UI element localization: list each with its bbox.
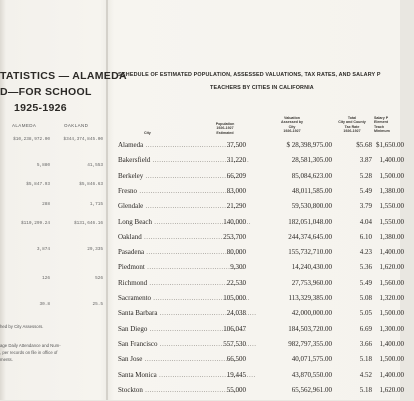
valuation-cell: 182,051,048.00 bbox=[288, 217, 332, 226]
salary-cell: 1,400.00 bbox=[379, 370, 404, 379]
valuation-cell: 85,084,623.00 bbox=[291, 171, 332, 180]
header-salary-line-2: Element bbox=[374, 120, 388, 125]
left-oakland-value: 29,335 bbox=[87, 247, 103, 252]
left-alameda-value: $5,847.93 bbox=[26, 182, 50, 187]
left-alameda-value: 3,874 bbox=[36, 247, 50, 252]
header-salary-line-4: Minimum bbox=[374, 129, 390, 134]
city-cell: Sacramento ..... bbox=[118, 293, 196, 303]
tax-rate-cell: 5.28 bbox=[359, 171, 372, 180]
valuation-cell: 40,071,575.00 bbox=[291, 355, 332, 364]
table-row bbox=[0, 232, 404, 248]
left-note-2: age Daily Attendance and Num- bbox=[0, 343, 61, 348]
header-tax-line-1: Total bbox=[347, 116, 357, 120]
header-valuation-line-3: City bbox=[288, 124, 296, 129]
header-salary-line-3: Teach bbox=[374, 124, 385, 129]
table-row bbox=[0, 186, 404, 202]
left-oakland-value: $131,646.16 bbox=[74, 221, 103, 226]
population-cell: 80,000 bbox=[226, 248, 246, 257]
salary-cell: 1,380.00 bbox=[379, 186, 404, 195]
header-population-line-2: 1926-1927 bbox=[216, 126, 234, 131]
tax-rate-cell: 5.49 bbox=[359, 186, 372, 195]
table-row bbox=[0, 140, 404, 156]
salary-cell: 1,400.00 bbox=[379, 339, 404, 348]
population-cell: 31,220 bbox=[226, 156, 246, 165]
header-population bbox=[200, 122, 250, 135]
population-cell: 66,209 bbox=[226, 171, 246, 180]
valuation-cell: 48,011,585.00 bbox=[292, 186, 332, 195]
population-cell: 37,500 bbox=[226, 141, 246, 149]
header-tax-line-4: 1926-1927 bbox=[343, 129, 361, 134]
header-valuation-line-4: 1926-1927 bbox=[283, 129, 301, 134]
population-cell: 66,500 bbox=[226, 355, 246, 364]
tax-rate-cell: 5.18 bbox=[359, 355, 372, 364]
population-cell: 22,530 bbox=[226, 278, 246, 287]
population-cell: 557,530 bbox=[223, 339, 246, 348]
left-oakland-value: 25.5 bbox=[92, 302, 103, 307]
tax-rate-cell: 4.04 bbox=[359, 217, 372, 226]
tax-rate-cell: 5.05 bbox=[359, 309, 372, 318]
header-tax-rate bbox=[330, 116, 374, 134]
tax-rate-cell: 5.36 bbox=[359, 263, 372, 272]
population-cell: 21,290 bbox=[226, 202, 246, 211]
city-cell: Bakersfield ..... bbox=[118, 155, 196, 165]
city-cell: Alameda ..... bbox=[118, 140, 196, 150]
city-cell: Piedmont ..... bbox=[118, 262, 196, 272]
header-tax-line-2: City and County bbox=[338, 120, 366, 125]
header-salary bbox=[374, 116, 414, 134]
table-row bbox=[0, 370, 404, 386]
left-oakland-value: 41,553 bbox=[87, 163, 103, 168]
table-row bbox=[0, 339, 404, 355]
valuation-cell: 59,530,800.00 bbox=[291, 202, 332, 211]
tax-rate-cell: 3.79 bbox=[359, 202, 372, 211]
table-row bbox=[0, 293, 404, 309]
valuation-cell: $ 28,398,975.00 bbox=[286, 141, 332, 149]
city-cell: Fresno ..... bbox=[118, 186, 196, 196]
salary-cell: 1,400.00 bbox=[379, 248, 404, 257]
salary-cell: 1,500.00 bbox=[379, 309, 404, 318]
table-row bbox=[0, 201, 404, 217]
valuation-cell: 155,732,710.00 bbox=[288, 248, 332, 257]
city-cell: San Jose ..... bbox=[118, 354, 196, 364]
salary-cell: 1,500.00 bbox=[379, 355, 404, 364]
table-row bbox=[0, 385, 404, 401]
header-population-line-1: Population bbox=[215, 122, 235, 126]
population-cell: 83,000 bbox=[226, 186, 246, 195]
city-cell: Santa Monica ..... bbox=[118, 370, 196, 380]
salary-cell: 1,380.00 bbox=[379, 232, 404, 241]
left-alameda-value: 288 bbox=[42, 202, 50, 207]
valuation-cell: 244,374,645.00 bbox=[288, 232, 332, 241]
header-population-line-3: Estimated bbox=[216, 130, 234, 135]
left-alameda-value: $10,238,972.00 bbox=[13, 137, 50, 142]
table-row bbox=[0, 171, 404, 187]
city-cell: Stockton ..... bbox=[118, 385, 196, 395]
table-row bbox=[0, 278, 404, 294]
salary-cell: 1,550.00 bbox=[379, 217, 404, 226]
left-alameda-value: 30.8 bbox=[39, 302, 50, 307]
left-oakland-value: 1,715 bbox=[89, 202, 103, 207]
salary-cell: 1,620.00 bbox=[379, 263, 404, 272]
table-row bbox=[0, 324, 404, 340]
salary-cell: 1,550.00 bbox=[379, 202, 404, 211]
left-note-3: , per records on file in office of bbox=[0, 350, 58, 355]
left-oakland-value: 526 bbox=[95, 276, 103, 281]
salary-cell: 1,400.00 bbox=[379, 156, 404, 165]
population-cell: 24,038 bbox=[226, 309, 246, 318]
tax-rate-cell: 3.66 bbox=[359, 339, 372, 348]
city-cell: Long Beach ..... bbox=[118, 217, 196, 227]
population-cell: 55,000 bbox=[226, 385, 246, 394]
salary-cell: 1,320.00 bbox=[379, 294, 404, 302]
city-cell: Oakland ..... bbox=[118, 232, 196, 242]
left-title-line-3: 1925-1926 bbox=[14, 102, 67, 114]
salary-cell: 1,560.00 bbox=[379, 278, 404, 287]
city-cell: Glendale ..... bbox=[118, 201, 196, 211]
tax-rate-cell: 5.18 bbox=[359, 385, 372, 394]
left-alameda-value: $110,299.24 bbox=[21, 221, 50, 226]
city-cell: Pasadena ..... bbox=[118, 247, 196, 257]
table-row bbox=[0, 262, 404, 278]
header-valuation-line-2: Assessed by bbox=[281, 120, 303, 125]
valuation-cell: 14,240,430.00 bbox=[291, 263, 332, 272]
population-cell: 140,000 bbox=[223, 217, 246, 226]
salary-cell: $1,650.00 bbox=[376, 141, 404, 149]
table-row bbox=[0, 247, 404, 263]
schedule-title: SCHEDULE OF ESTIMATED POPULATION, ASSESSED VALUATIONS, TAX RATES, AND SALARY P bbox=[118, 72, 381, 78]
left-oakland-value: $344,374,845.00 bbox=[63, 137, 103, 142]
header-tax-line-3: Tax Rate bbox=[344, 124, 360, 129]
left-col-header-alameda: ALAMEDA bbox=[12, 123, 37, 128]
salary-cell: 1,300.00 bbox=[379, 324, 404, 333]
valuation-cell: 113,329,385.00 bbox=[288, 294, 332, 302]
header-city: City bbox=[144, 131, 151, 135]
left-alameda-value: 126 bbox=[42, 276, 50, 281]
valuation-cell: 28,581,305.00 bbox=[291, 156, 332, 165]
left-title-line-1: TATISTICS — ALAMEDA bbox=[0, 70, 127, 82]
city-cell: San Diego ..... bbox=[118, 324, 196, 334]
left-alameda-value: 5,880 bbox=[36, 163, 50, 168]
population-cell: 9,300 bbox=[230, 263, 246, 272]
header-valuation bbox=[262, 116, 322, 134]
valuation-cell: 65,562,961.00 bbox=[291, 385, 332, 394]
left-oakland-value: $5,846.63 bbox=[79, 182, 103, 187]
left-note-4: ments. bbox=[0, 357, 13, 362]
header-valuation-line-1: Valuation bbox=[284, 116, 300, 120]
population-cell: 106,047 bbox=[223, 324, 246, 333]
tax-rate-cell: 6.69 bbox=[359, 324, 372, 333]
left-note-1: hed by City Assessors. bbox=[0, 324, 44, 329]
valuation-cell: 42,000,000.00 bbox=[291, 309, 332, 318]
valuation-cell: 184,503,720.00 bbox=[288, 324, 332, 333]
population-cell: 19,445 bbox=[226, 370, 246, 379]
table-row bbox=[0, 308, 404, 324]
salary-cell: 1,500.00 bbox=[379, 171, 404, 180]
left-col-header-oakland: OAKLAND bbox=[64, 123, 89, 128]
city-cell: Santa Barbara ..... bbox=[118, 308, 196, 318]
valuation-cell: 27,753,960.00 bbox=[291, 278, 332, 287]
header-salary-line-1: Salary P bbox=[374, 116, 389, 120]
city-cell: Richmond ..... bbox=[118, 278, 196, 288]
valuation-cell: 982,797,355.00 bbox=[288, 339, 332, 348]
population-cell: 253,700 bbox=[223, 232, 246, 241]
schedule-subtitle: TEACHERS BY CITIES IN CALIFORNIA bbox=[210, 85, 314, 91]
city-cell: San Francisco ..... bbox=[118, 339, 196, 349]
tax-rate-cell: $5.68 bbox=[356, 141, 372, 149]
tax-rate-cell: 6.10 bbox=[359, 232, 372, 241]
table-row bbox=[0, 155, 404, 171]
tax-rate-cell: 5.49 bbox=[359, 278, 372, 287]
tax-rate-cell: 4.52 bbox=[359, 370, 372, 379]
valuation-cell: 43,870,550.00 bbox=[291, 370, 332, 379]
tax-rate-cell: 4.23 bbox=[359, 248, 372, 257]
salary-cell: 1,620.00 bbox=[379, 385, 404, 394]
table-row bbox=[0, 217, 404, 233]
tax-rate-cell: 3.87 bbox=[359, 156, 372, 165]
table-row bbox=[0, 354, 404, 370]
population-cell: 105,000 bbox=[223, 294, 246, 302]
left-title-line-2: D—FOR SCHOOL bbox=[0, 86, 92, 98]
tax-rate-cell: 5.08 bbox=[359, 294, 372, 302]
city-cell: Berkeley ..... bbox=[118, 171, 196, 181]
